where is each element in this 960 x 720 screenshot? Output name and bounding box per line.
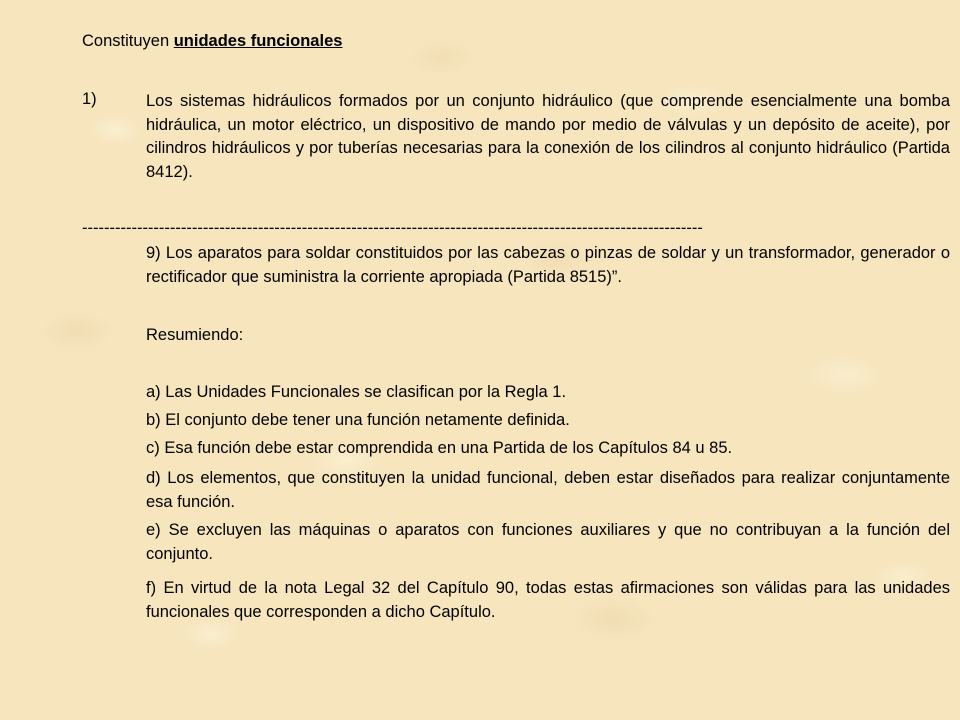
item-1-number: 1) bbox=[82, 90, 97, 108]
summary-point-f: f) En virtud de la nota Legal 32 del Capítulo 90, todas estas afirmaciones son válidas para las unidades funcionales que corresponden a dicho Capítulo. bbox=[146, 579, 950, 621]
summary-point-d: d) Los elementos, que constituyen la unidad funcional, deben estar diseñados para realizar conjuntamente esa función. bbox=[146, 469, 950, 511]
heading-underlined-term: unidades funcionales bbox=[173, 32, 343, 50]
item-1-text: Los sistemas hidráulicos formados por un conjunto hidráulico (que comprende esencialmente una bomba hidráulica, un motor eléctrico, un dispositivo de mando por medio de válvulas y un depósito de aceite), por cilindros hidráulicos y por tuberías necesarias para la conexión de los cilindros al conjunto hidráulico (Partida 8412). bbox=[146, 92, 950, 182]
page-heading bbox=[82, 32, 342, 51]
summary-point-e: e) Se excluyen las máquinas o aparatos con funciones auxiliares y que no contribuyan a la función del conjunto. bbox=[146, 521, 950, 563]
section-divider: ----------------------------------------------------------------------------------------------------------------- bbox=[82, 219, 703, 237]
summary-point-a: a) Las Unidades Funcionales se clasifican por la Regla 1. bbox=[146, 383, 567, 401]
summary-point-b: b) El conjunto debe tener una función netamente definida. bbox=[146, 411, 570, 429]
heading-prefix: Constituyen bbox=[82, 32, 174, 50]
item-9-text: 9) Los aparatos para soldar constituidos por las cabezas o pinzas de soldar y un transformador, generador o rectificador que suministra la corriente apropiada (Partida 8515)”. bbox=[146, 244, 950, 286]
summary-label: Resumiendo: bbox=[146, 326, 244, 344]
summary-point-c: c) Esa función debe estar comprendida en una Partida de los Capítulos 84 u 85. bbox=[146, 439, 733, 457]
